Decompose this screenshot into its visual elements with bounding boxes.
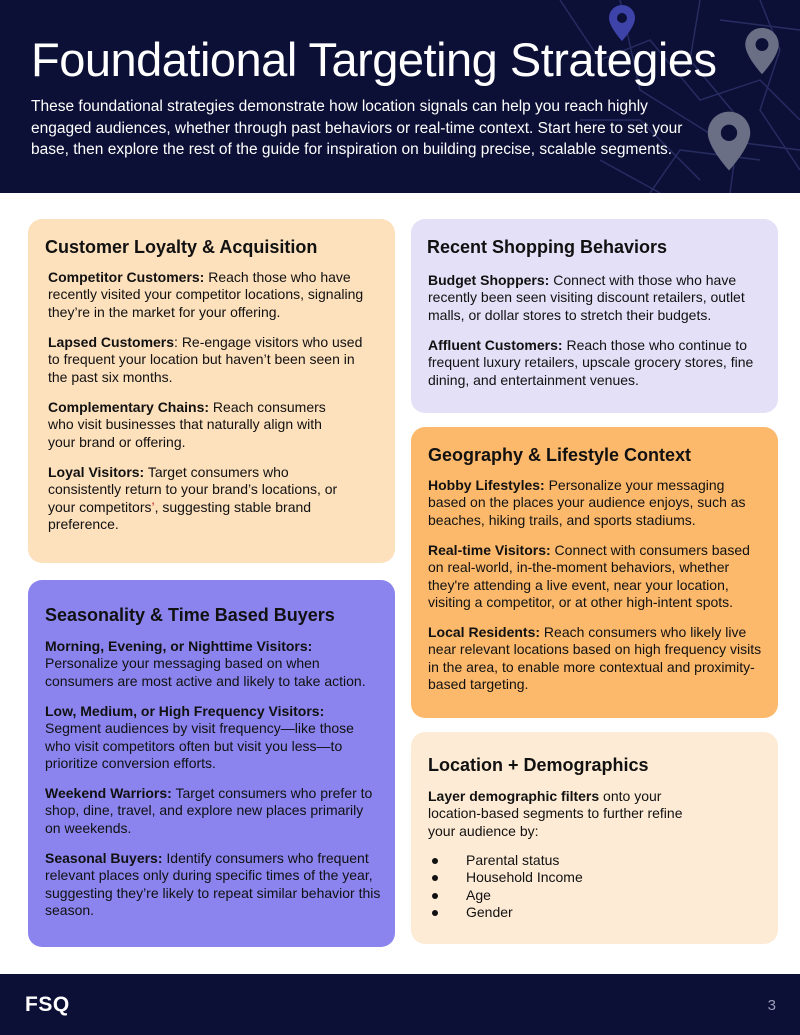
item-term: Competitor Customers: [48,269,205,285]
item-term: Hobby Lifestyles: [428,477,545,493]
list-item [45,785,375,837]
page-number: 3 [767,997,776,1014]
item-text: Segment audiences by visit frequency—like those who visit competitors often but visit you less—to prioritize conversion efforts. [45,720,354,772]
item-term: Real-time Visitors: [428,542,551,558]
list-item: Gender [429,904,583,921]
list-item [48,334,368,386]
item-term: Layer demographic filters [428,788,600,804]
item-text: Reach consumers who likely live near relevant locations based on high frequency visits in the area, to enable more contextual and proximity-based targeting. [428,624,762,693]
card-title: Customer Loyalty & Acquisition [45,237,318,257]
card-geography-lifestyle [411,427,778,718]
item-term: Complementary Chains: [48,399,210,415]
list-item: Parental status [429,852,583,869]
card-title: Recent Shopping Behaviors [427,237,668,257]
list-item [48,269,378,321]
list-item [428,624,768,694]
item-term: Weekend Warriors: [45,785,172,801]
card-title: Seasonality & Time Based Buyers [45,605,335,625]
brand-logo: FSQ [25,993,70,1016]
list-item [428,272,763,324]
item-term: Local Residents: [428,624,541,640]
map-pin-icon [706,110,752,172]
map-pin-icon [744,26,780,76]
item-term: Low, Medium, or High Frequency Visitors: [45,703,325,719]
item-text: Identify consumers who frequent relevant places only during specific times of the year, suggesting they’re likely to repeat similar behavior this season. [45,850,381,919]
card-title: Geography & Lifestyle Context [428,445,692,465]
list-item [428,542,768,612]
item-term: Affluent Customers: [428,337,563,353]
demographic-list [429,852,583,922]
list-item [45,850,385,920]
lead-paragraph [428,788,703,840]
item-text: : Re-engage visitors who used to frequent your location but haven’t been seen in the past six months. [48,334,363,385]
item-text: Connect with consumers based on real-world, in-the-moment behaviors, whether they're attending a live event, near your location, visiting a competitor, or at other high-intent spots. [428,542,750,611]
item-text: , suggesting stable brand preference. [48,498,312,533]
card-title: Location + Demographics [428,755,649,775]
item-text: Connect with those who have recently been seen visiting discount retailers, outlet malls, or dollar stores to stretch their budgets. [428,272,745,323]
list-item [428,477,748,529]
footer [0,974,800,1035]
item-term: Loyal Visitors: [48,464,145,480]
list-item [48,464,353,534]
item-text: Target consumers who prefer to shop, dine, travel, and explore new places primarily on weekends. [45,785,373,836]
item-text: Personalize your messaging based on when consumers are most active and likely to take action. [45,655,366,689]
item-term: Morning, Evening, or Nighttime Visitors: [45,638,313,654]
item-text: Target consumers who consistently return to your brand’s locations, or your competitors [48,464,338,515]
item-text: Reach those who continue to frequent luxury retailers, upscale grocery stores, fine dining, and entertainment venues. [428,337,754,388]
list-item [45,703,375,773]
item-text: Reach consumers who visit businesses that naturally align with your brand or offering. [48,399,326,450]
list-item: Household Income [429,869,583,886]
card-location-demographics [411,732,778,944]
list-item [428,337,763,389]
item-text: onto your location-based segments to further refine your audience by: [428,788,683,839]
list-item [45,638,385,690]
page-title: Foundational Targeting Strategies [31,33,717,86]
list-item [48,399,348,451]
item-term: Seasonal Buyers: [45,850,163,866]
intro-paragraph: These foundational strategies demonstrate how location signals can help you reach highly engaged audiences, whether through past behaviors or real-time context. Start here to set your base, then explore the rest of the guide for inspiration on building precise, scalable segments. [31,98,683,158]
item-term: Lapsed Customers [48,334,175,350]
card-customer-loyalty [28,219,395,563]
item-text: Personalize your messaging based on the places your audience enjoys, such as beaches, hiking trails, and sports stadiums. [428,477,746,528]
header-banner [0,0,800,193]
item-term: Budget Shoppers: [428,272,550,288]
list-item: Age [429,887,583,904]
item-text: Reach those who have recently visited your competitor locations, signaling they’re in the market for your offering. [48,269,364,320]
card-recent-shopping [411,219,778,413]
card-seasonality [28,580,395,947]
item-apostrophe: ’ [151,498,155,515]
